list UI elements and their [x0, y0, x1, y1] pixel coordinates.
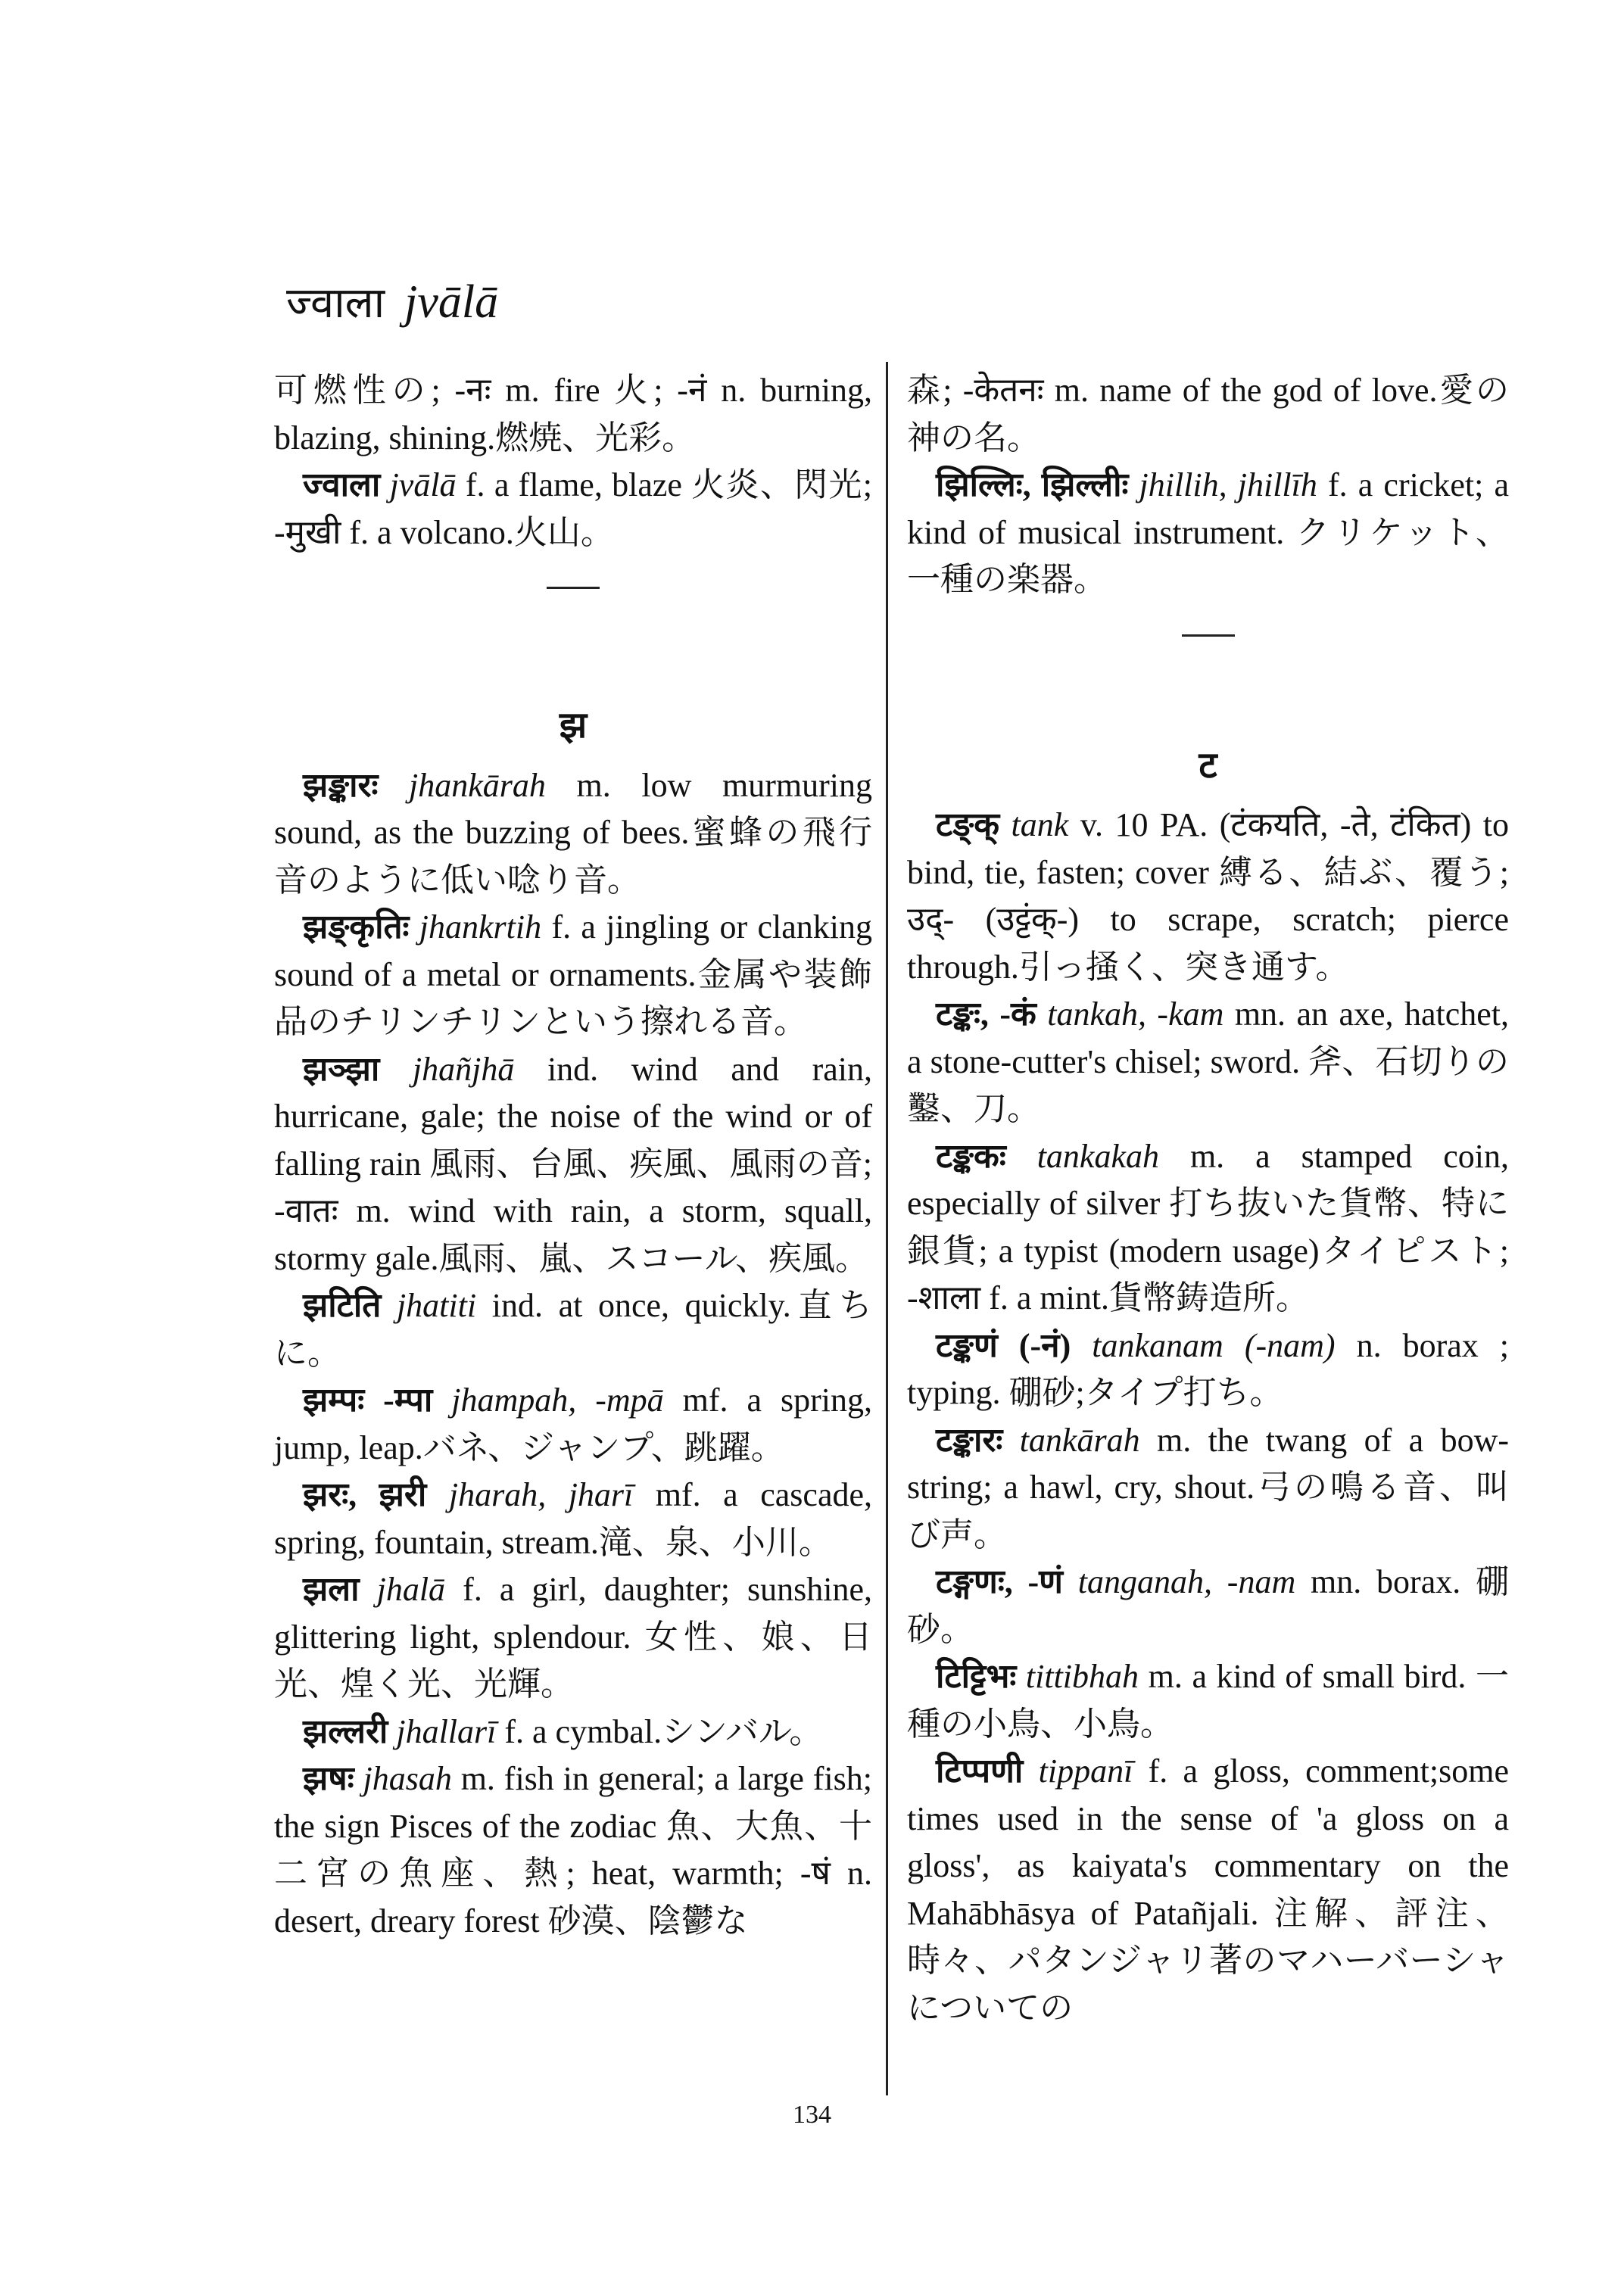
entry-transliteration: jhallarī: [396, 1712, 497, 1750]
entry-headword: झङ्कृतिः: [303, 908, 410, 946]
page-number: 134: [793, 2101, 831, 2129]
dictionary-entry: [907, 802, 1509, 991]
entry-transliteration: jhalā: [376, 1571, 446, 1608]
dictionary-entry: [274, 1282, 872, 1377]
section-spacer: [907, 637, 1509, 743]
entry-headword: झम्पः -म्पा: [303, 1382, 433, 1419]
section-letter-ta: ट: [1199, 745, 1217, 786]
entry-transliteration: jhatiti: [396, 1287, 477, 1324]
entry-definition: f. a gloss, comment;some times used in the sense of 'a gloss on a gloss', as kaiyata's commentary on the Mahābhāsya of Patañjali. 注解、評注、時々、パタンジャリ著のマハーバーシャについての: [907, 1752, 1509, 2027]
entry-transliteration: jhasah: [363, 1760, 452, 1797]
entry-definition: m. fish in general; a large fish; the sign Pisces of the zodiac 魚、大魚、十二宮の魚座、熱; heat, warmth; -षं n. desert, dreary forest 砂漠、陰鬱な: [274, 1760, 872, 1939]
entry-definition: m. a stamped coin, especially of silver 打ち抜いた貨幣、特に銀貨; a typist (modern usage)タイピスト; -शाला f. a mint.貨幣鋳造所。: [907, 1137, 1509, 1316]
entry-transliteration: tank: [1011, 806, 1069, 843]
dictionary-entry: [907, 1417, 1509, 1559]
entry-transliteration: jharah, jharī: [448, 1476, 634, 1513]
entry-headword: झषः: [303, 1760, 354, 1797]
dictionary-entry: [907, 991, 1509, 1133]
entry-headword: झञ्झा: [303, 1050, 380, 1088]
entry-headword: टिट्टिभः: [936, 1658, 1017, 1695]
dictionary-entry: [907, 1653, 1509, 1748]
section-spacer: [274, 589, 872, 703]
entry-definition: n. borax ; typing. 硼砂;タイプ打ち。: [907, 1326, 1510, 1411]
dictionary-entry: [274, 1709, 872, 1756]
entry-definition: f. a flame, blaze 火炎、閃光; -मुखी f. a volcano.火山。: [274, 466, 873, 551]
entry-definition: m. the twang of a bow-string; a hawl, cry, shout.弓の鳴る音、叫び声。: [907, 1421, 1510, 1553]
entry-headword: झल्लरी: [303, 1712, 388, 1750]
entry-transliteration: tankakah: [1036, 1137, 1159, 1175]
entry-headword: टङ्कणं (-नं): [936, 1326, 1071, 1364]
entry-transliteration: jhillih, jhillīh: [1139, 466, 1317, 503]
entry-headword: झिल्लिः, झिल्लीः: [936, 466, 1129, 503]
entry-definition: m. low murmuring sound, as the buzzing of bees.蜜蜂の飛行音のように低い唸り音。: [274, 766, 872, 899]
entry-transliteration: tankah, -kam: [1047, 995, 1224, 1033]
continuation-text: 森; -केतनः m. name of the god of love.愛の神の名。: [907, 372, 1509, 456]
dictionary-entry: [274, 1756, 872, 1945]
dictionary-entry: [274, 1377, 872, 1472]
dictionary-entry: [907, 1133, 1509, 1323]
entry-transliteration: tanganah, -nam: [1077, 1563, 1296, 1600]
dictionary-entry: [274, 1566, 872, 1709]
entry-definition: f. a cymbal.シンバル。: [504, 1712, 823, 1750]
header-latin: jvālā: [404, 276, 499, 328]
entry-transliteration: jhankārah: [409, 766, 546, 804]
entry-transliteration: jhañjhā: [412, 1050, 515, 1088]
entry-headword: झङ्कारः: [303, 766, 379, 804]
entry-headword: झरः, झरी: [303, 1476, 427, 1513]
dictionary-entry: [907, 462, 1509, 604]
entry-definition: f. a jingling or clanking sound of a metal or ornaments.金属や装飾品のチリンチリンという擦れる音。: [274, 908, 872, 1040]
dictionary-entry: [274, 1046, 872, 1283]
left-column: [274, 367, 872, 1945]
dictionary-entry: [274, 762, 872, 905]
header-devanagari: ज्वाला: [286, 280, 385, 327]
entry-definition: f. a cricket; a kind of musical instrument. クリケット、一種の楽器。: [907, 466, 1509, 598]
entry-definition: f. a girl, daughter; sunshine, glittering light, splendour. 女性、娘、日光、煌く光、光輝。: [274, 1571, 873, 1703]
entry-transliteration: tittibhah: [1025, 1658, 1139, 1695]
entry-transliteration: tankārah: [1019, 1421, 1140, 1459]
entry-transliteration: jhampah, -mpā: [451, 1382, 664, 1419]
entry-headword: टङ्ककः: [936, 1137, 1006, 1175]
entry-transliteration: jvālā: [389, 466, 457, 503]
entry-headword: झटिति: [303, 1287, 382, 1324]
right-column: [907, 367, 1509, 2032]
entry-definition: mn. an axe, hatchet, a stone-cutter's chisel; sword. 斧、石切りの鑿、刀。: [907, 995, 1509, 1127]
entry-headword: टङ्कारः: [936, 1421, 1003, 1459]
entry-definition: v. 10 PA. (टंकयति, -ते, टंकित) to bind, tie, fasten; cover 縛る、結ぶ、覆う; उद्- (उट्टंक्-) to scrape, scratch; pierce through.引っ掻く、突き通す。: [907, 806, 1509, 986]
entry-headword: झला: [303, 1571, 360, 1608]
entry-headword: टङ्गणः, -णं: [936, 1563, 1063, 1600]
entry-definition: ind. at once, quickly.直ちに。: [274, 1287, 873, 1372]
entry-transliteration: tippanī: [1038, 1752, 1133, 1790]
dictionary-entry: [274, 904, 872, 1046]
column-divider: [886, 362, 888, 2095]
entry-headword: ज्वाला: [303, 466, 381, 503]
dictionary-entry: [274, 462, 872, 556]
section-letter-jha: झ: [559, 706, 588, 746]
dictionary-entry: [907, 1559, 1509, 1653]
entry-definition: mf. a spring, jump, leap.バネ、ジャンプ、跳躍。: [274, 1382, 873, 1466]
entry-headword: टिप्पणी: [936, 1752, 1024, 1790]
entry-definition: mn. borax. 硼砂。: [907, 1563, 1510, 1648]
entry-definition: m. a kind of small bird. 一種の小鳥、小鳥。: [907, 1658, 1509, 1743]
section-spacer: [274, 750, 872, 762]
page-header: [286, 273, 498, 330]
entry-headword: टङ्कः, -कं: [936, 995, 1036, 1033]
dictionary-entry: [907, 1323, 1509, 1417]
dictionary-entry: [274, 1472, 872, 1566]
entry-definition: ind. wind and rain, hurricane, gale; the noise of the wind or of falling rain 風雨、台風、疾風、風雨の音; -वातः m. wind with rain, a storm, squall, stormy gale.風雨、嵐、スコール、疾風。: [274, 1050, 872, 1277]
entry-transliteration: jhankrtih: [419, 908, 542, 946]
section-spacer: [907, 790, 1509, 802]
dictionary-entry: [907, 1748, 1509, 2032]
entry-definition: mf. a cascade, spring, fountain, stream.滝、泉、小川。: [274, 1476, 872, 1561]
entry-transliteration: tankanam (-nam): [1092, 1326, 1336, 1364]
entry-headword: टङ्क्: [936, 806, 999, 843]
continuation-text: 可燃性の; -नः m. fire 火; -नं n. burning, blazing, shining.燃焼、光彩。: [274, 372, 872, 456]
